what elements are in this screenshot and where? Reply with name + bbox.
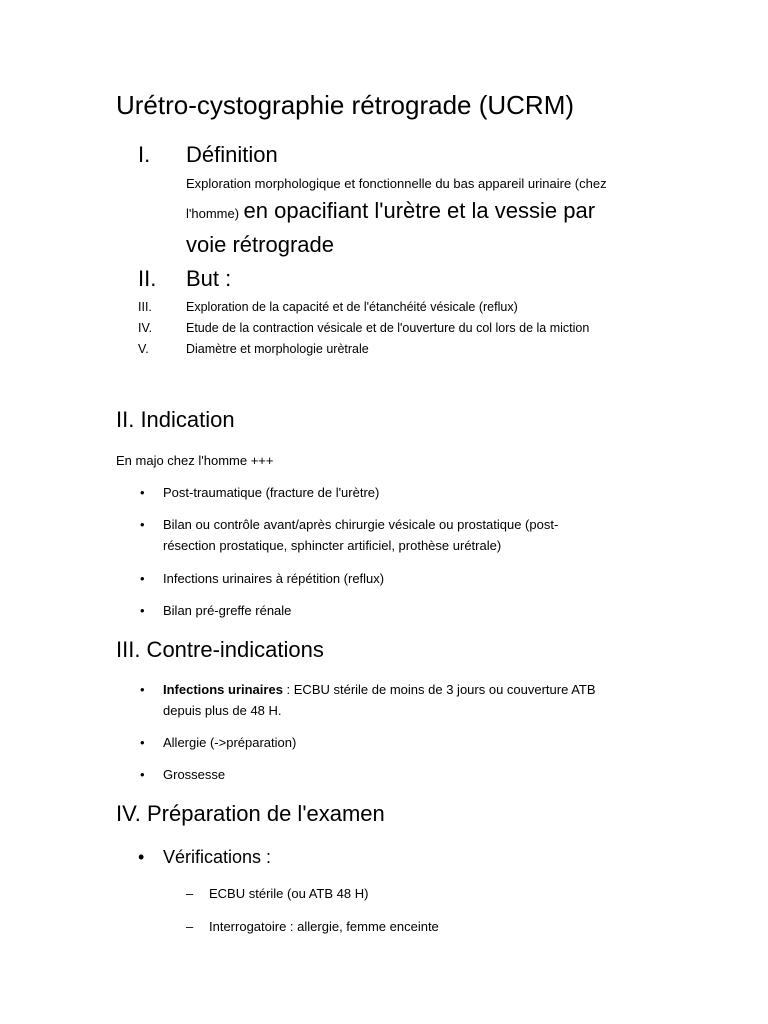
bullet-icon: • xyxy=(140,682,145,697)
outline-subitem-5: Diamètre et morphologie urètrale xyxy=(186,342,369,356)
bullet-icon: • xyxy=(140,485,145,500)
contre-item-3: Grossesse xyxy=(163,767,226,782)
indication-intro: En majo chez l'homme +++ xyxy=(116,453,274,468)
outline-subitem-3: Exploration de la capacité et de l'étanchéité vésicale (reflux) xyxy=(186,300,518,314)
section-heading-preparation: IV. Préparation de l'examen xyxy=(116,801,385,826)
contre-item-2: Allergie (->préparation) xyxy=(163,735,297,750)
contre-item-1-cont: depuis plus de 48 H. xyxy=(163,703,282,718)
bullet-icon: • xyxy=(140,603,145,618)
outline-heading-but: But : xyxy=(186,266,232,291)
dash-icon: – xyxy=(186,919,194,934)
indication-item-2-cont: résection prostatique, sphincter artificiel, prothèse urétrale) xyxy=(163,538,502,553)
outline-number-5: V. xyxy=(138,342,149,356)
bullet-icon: • xyxy=(138,847,145,867)
section-heading-indication: II. Indication xyxy=(116,407,235,432)
preparation-item-2: Interrogatoire : allergie, femme enceinte xyxy=(209,919,439,934)
definition-line-2-small: l'homme) xyxy=(186,206,240,221)
preparation-verifications: Vérifications : xyxy=(163,847,272,867)
outline-number-4: IV. xyxy=(138,321,153,335)
indication-item-4: Bilan pré-greffe rénale xyxy=(163,603,292,618)
indication-item-1: Post-traumatique (fracture de l'urètre) xyxy=(163,485,380,500)
outline-heading-definition: Définition xyxy=(186,142,278,167)
definition-line-1: Exploration morphologique et fonctionnelle du bas appareil urinaire (chez xyxy=(186,176,607,191)
definition-line-2 xyxy=(186,198,595,224)
outline-number-1: I. xyxy=(138,142,151,167)
section-heading-contre-indications: III. Contre-indications xyxy=(116,637,324,662)
definition-line-3: voie rétrograde xyxy=(186,232,334,257)
bullet-icon: • xyxy=(140,571,145,586)
contre-item-1-bold: Infections urinaires xyxy=(163,682,283,697)
bullet-icon: • xyxy=(140,735,145,750)
outline-number-3: III. xyxy=(138,300,152,314)
outline-number-2: II. xyxy=(138,266,157,291)
preparation-item-1: ECBU stérile (ou ATB 48 H) xyxy=(209,886,369,901)
bullet-icon: • xyxy=(140,517,145,532)
definition-line-2-large: en opacifiant l'urètre et la vessie par xyxy=(243,198,596,223)
bullet-icon: • xyxy=(140,767,145,782)
indication-item-3: Infections urinaires à répétition (reflux) xyxy=(163,571,385,586)
outline-subitem-4: Etude de la contraction vésicale et de l'ouverture du col lors de la miction xyxy=(186,321,590,335)
contre-item-1-rest: : ECBU stérile de moins de 3 jours ou couverture ATB xyxy=(282,682,596,697)
contre-item-1 xyxy=(163,682,596,697)
dash-icon: – xyxy=(186,886,194,901)
indication-item-2: Bilan ou contrôle avant/après chirurgie vésicale ou prostatique (post- xyxy=(163,517,559,532)
document-title: Urétro-cystographie rétrograde (UCRM) xyxy=(116,90,575,120)
